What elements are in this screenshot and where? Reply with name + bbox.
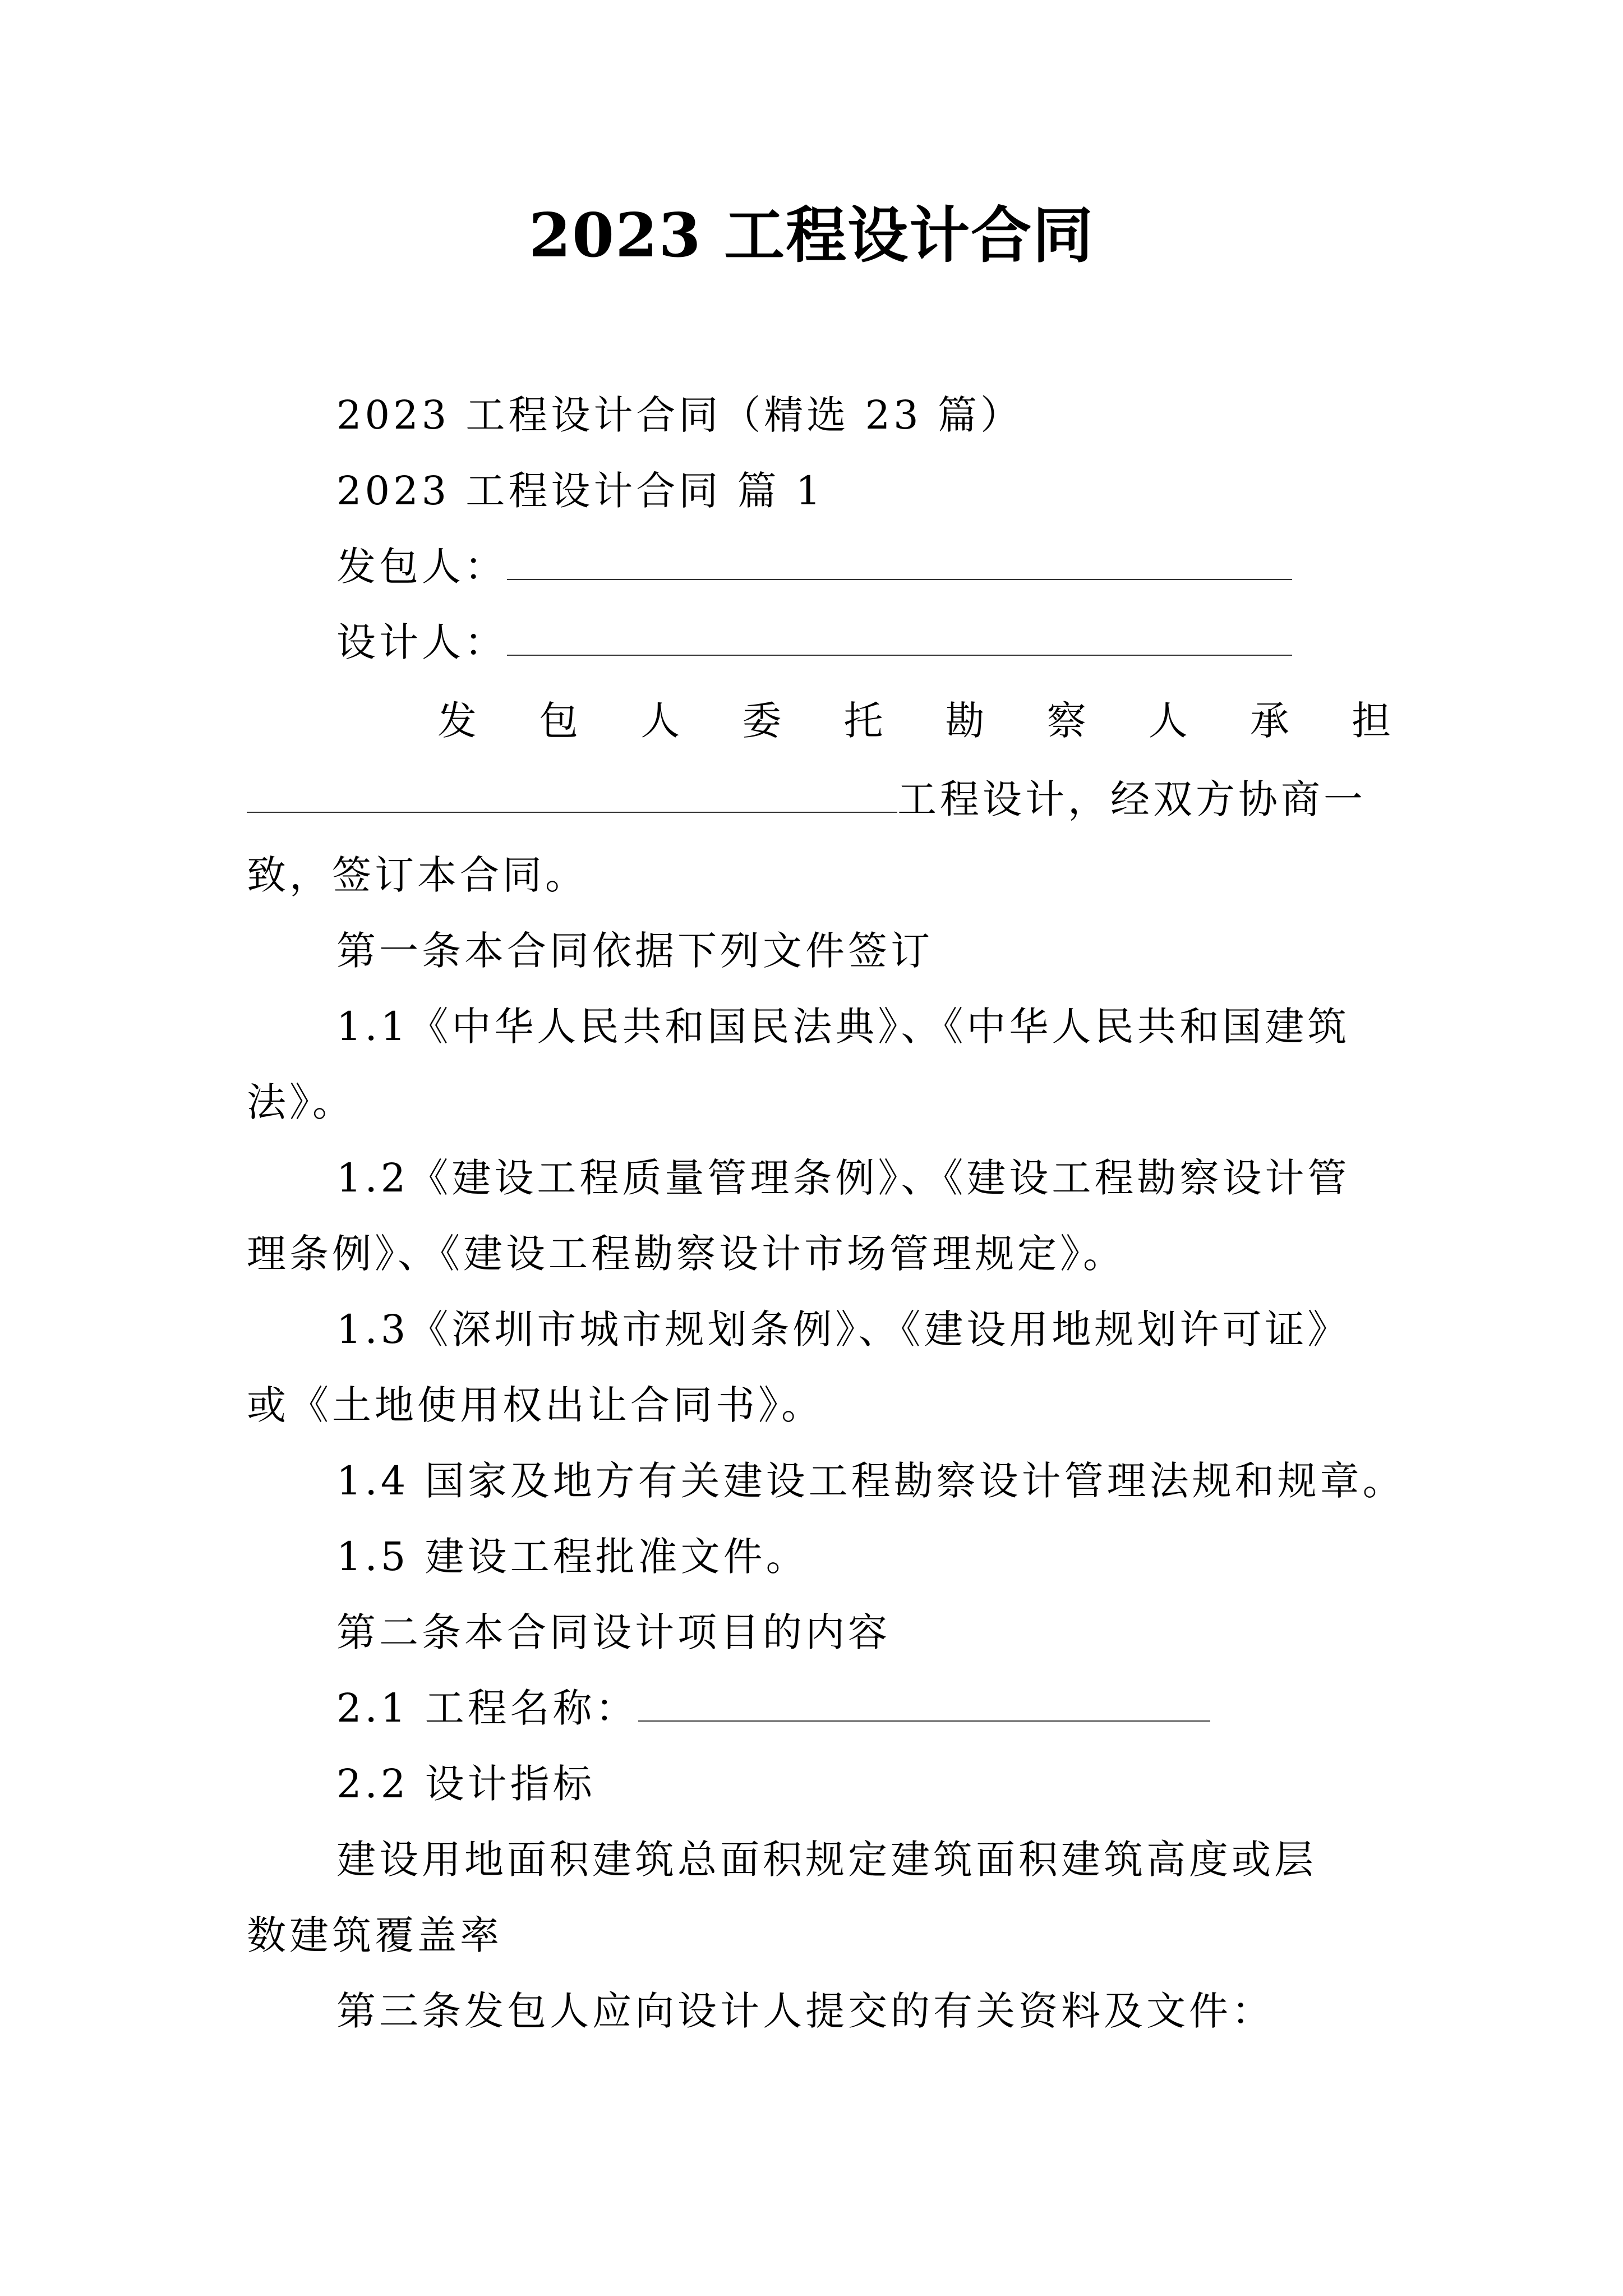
entrust-char: 承	[1249, 698, 1289, 744]
article-3-heading: 第三条发包人应向设计人提交的有关资料及文件：	[336, 1988, 1274, 2034]
clause-1-3-line2: 或《土地使用权出让合同书》。	[247, 1382, 824, 1428]
clause-1-1-line2: 法》。	[247, 1079, 355, 1125]
party-b-blank	[507, 622, 1292, 656]
entrust-char: 发	[437, 698, 477, 744]
clause-2-2: 2.2 设计指标	[336, 1761, 596, 1807]
clause-1-4: 1.4 国家及地方有关建设工程勘察设计管理法规和规章。	[336, 1458, 1405, 1504]
entrust-char: 托	[843, 698, 883, 744]
entrust-char: 勘	[945, 698, 985, 744]
article-1-heading: 第一条本合同依据下列文件签订	[336, 928, 933, 974]
section-heading: 2023 工程设计合同 篇 1	[336, 468, 824, 514]
entrust-char: 担	[1351, 698, 1391, 744]
entrust-char: 人	[640, 698, 680, 744]
party-a-label: 发包人：	[336, 544, 507, 590]
clause-2-1-line	[336, 1680, 1210, 1736]
party-a-blank	[507, 546, 1292, 580]
clause-1-2-line1: 1.2《建设工程质量管理条例》、《建设工程勘察设计管	[336, 1155, 1350, 1201]
project-blank	[247, 779, 897, 813]
entrust-char: 察	[1046, 698, 1086, 744]
clause-1-3-line1: 1.3《深圳市城市规划条例》、《建设用地规划许可证》	[336, 1306, 1350, 1352]
entrust-tail: 工程设计，经双方协商一	[897, 776, 1366, 822]
entrust-char: 人	[1148, 698, 1188, 744]
article-2-heading: 第二条本合同设计项目的内容	[336, 1609, 891, 1655]
clause-1-5: 1.5 建设工程批准文件。	[336, 1534, 809, 1580]
entrust-char: 委	[742, 698, 782, 744]
clause-2-1-label: 2.1 工程名称：	[336, 1685, 638, 1731]
entrust-char: 包	[539, 698, 579, 744]
party-a-line	[336, 539, 1292, 595]
document-title: 2023 工程设计合同	[528, 200, 1095, 271]
indicators-line2: 数建筑覆盖率	[247, 1912, 502, 1958]
entrust-line-2	[247, 771, 1366, 827]
clause-1-1-line1: 1.1《中华人民共和国民法典》、《中华人民共和国建筑	[336, 1004, 1350, 1050]
party-b-line	[336, 614, 1292, 670]
project-name-blank	[638, 1688, 1210, 1722]
party-b-label: 设计人：	[336, 619, 507, 665]
entrust-end: 致，签订本合同。	[247, 852, 588, 898]
indicators-line1: 建设用地面积建筑总面积规定建筑面积建筑高度或层	[336, 1837, 1317, 1883]
clause-1-2-line2: 理条例》、《建设工程勘察设计市场管理规定》。	[247, 1231, 1126, 1277]
entrust-spread-line	[437, 693, 1391, 749]
subtitle: 2023 工程设计合同（精选 23 篇）	[336, 392, 1023, 438]
